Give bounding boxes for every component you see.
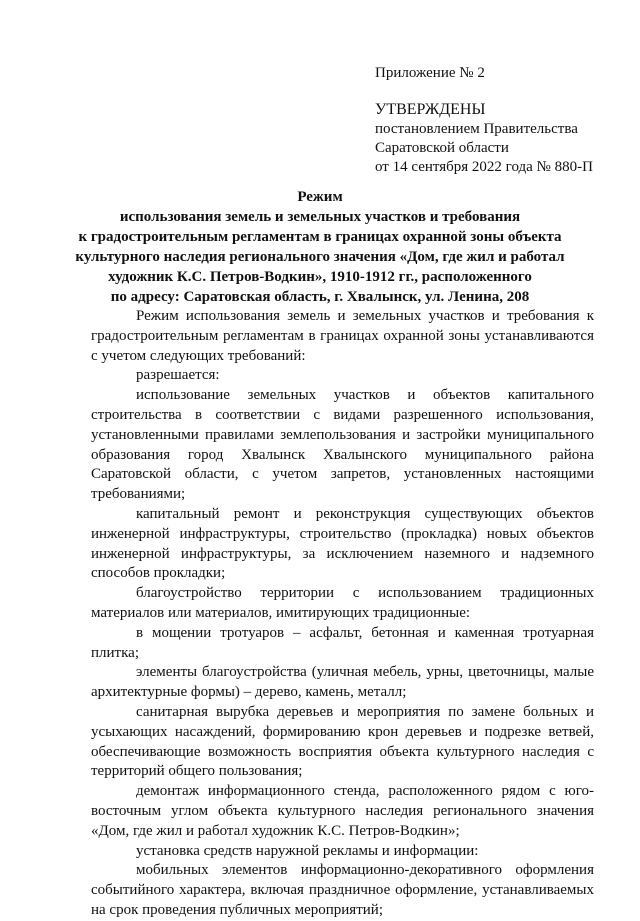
approval-line-1: постановлением Правительства [375,121,578,137]
title-line-5: художник К.С. Петров-Водкин», 1910-1912 гг., расположенного [108,269,532,285]
title-line-1: Режим [297,189,343,205]
approved-heading: УТВЕРЖДЕНЫ [375,101,486,118]
paragraph-street-furniture: элементы благоустройства (уличная мебель, урны, цветочницы, малые архитектурные формы) – дерево, камень, металл; [91,664,594,701]
approval-block [375,64,620,177]
approval-line-3: от 14 сентября 2022 года № 880-П [375,159,593,175]
paragraph-sanitary-cutting: санитарная вырубка деревьев и мероприятия по замене больных и усыхающих насаждений, формированию крон деревьев и подрезке ветвей, обеспечивающие возможность восприятия объекта культурного наследия с территорий общего пользования; [91,703,594,780]
paragraph-dismantling: демонтаж информационного стенда, расположенного рядом с юго-восточным углом объекта культурного наследия регионального значения «Дом, где жил и работал художник К.С. Петров-Водкин»; [91,783,594,839]
title-line-3: к градостроительным регламентам в границах охранной зоны объекта [78,229,562,245]
paragraph-paving: в мощении тротуаров – асфальт, бетонная и каменная тротуарная плитка; [91,624,594,661]
paragraph-infrastructure: капитальный ремонт и реконструкция существующих объектов инженерной инфраструктуры, строительство (прокладка) новых объектов инженерной инфраструктуры, за исключением наземного и надземного способов прокладки; [91,505,594,582]
title-line-4: культурного наследия регионального значения «Дом, где жил и работал [75,249,565,265]
appendix-label: Приложение № 2 [375,65,485,81]
document-title [60,187,580,307]
paragraph-advertising: установка средств наружной рекламы и информации: [136,842,479,859]
title-line-2: использования земель и земельных участков и требования [119,209,521,225]
paragraph-land-use: использование земельных участков и объектов капитального строительства в соответствии с видами разрешенного использования, установленными правилами землепользования и застройки муниципального образования город Хвалынск Хвалынского муниципального района Саратовской области, с учетом запретов, установленных настоящими требованиями; [91,387,594,503]
approval-line-2: Саратовской области [375,140,509,156]
allowed-heading: разрешается: [136,367,220,384]
title-line-6: по адресу: Саратовская область, г. Хвалынск, ул. Ленина, 208 [110,289,530,305]
intro-paragraph: Режим использования земель и земельных участков и требования к градостроительным регламентам в границах охранной зоны устанавливаются с учетом следующих требований: [91,308,594,364]
document-body [91,307,594,921]
paragraph-landscaping: благоустройство территории с использованием традиционных материалов или материалов, имитирующих традиционные: [91,585,594,621]
paragraph-mobile-elements: мобильных элементов информационно-декоративного оформления событийного характера, включая праздничное оформление, устанавливаемых на срок проведения публичных мероприятий; [91,862,594,918]
